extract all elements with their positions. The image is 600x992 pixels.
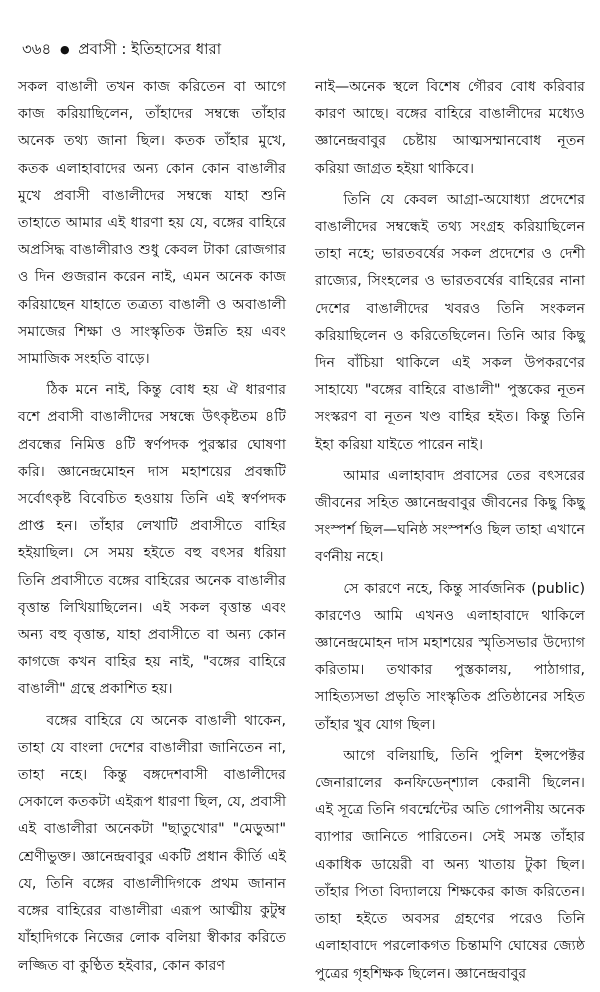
section-title: ইতিহাসের ধারা <box>131 40 222 58</box>
header-separator: : <box>121 40 127 58</box>
page-number: ৩৬৪ <box>22 40 52 58</box>
paragraph: নাই—অনেক স্থলে বিশেষ গৌরব বোধ করিবার কারণ আছে। বঙ্গের বাহিরে বাঙালীদের মধ্যেও জ্ঞানেন্দ্রবাবুর চেষ্টায় আত্মসম্মানবোধ নূতন করিয়া জাগ্রত হইয়া থাকিবে। <box>315 79 585 177</box>
paragraph: আগে বলিয়াছি, তিনি পুলিশ ইন্সপেক্টর জেনারালের কনফিডেন্শ্যাল কেরানী ছিলেন। এই সূত্রে তিনি গবর্ন্মেন্টের অতি গোপনীয় অনেক ব্যাপার জানিতে পারিতেন। সেই সমস্ত তাঁহার একাধিক ডায়েরী বা অন্য খাতায় টুকা ছিল। তাঁহার পিতা বিদ্যালয়ে শিক্ষকের কাজ করিতেন। তাহা হইতে অবসর গ্রহণের পরেও তিনি এলাহাবাদে পরলোকগত চিন্তামণি ঘোষের জ্যেষ্ঠ পুত্রের গৃহশিক্ষক ছিলেন। জ্ঞানেন্দ্রবাবুর <box>315 747 585 982</box>
paragraph: সকল বাঙালী তখন কাজ করিতেন বা আগে কাজ করিয়াছিলেন, তাঁহাদের সম্বন্ধে তাঁহার অনেক তথ্য জানা ছিল। কতক তাঁহার মুখে, কতক এলাহাবাদের অন্য কোন কোন বাঙালীর মুখে প্রবাসী বাঙালীদের সম্বন্ধে যাহা শুনি তাহাতে আমার এই ধারণা হয় যে, বঙ্গের বাহিরে অপ্রসিদ্ধ বাঙালীরাও শুধু কেবল টাকা রোজগার ও দিন গুজরান করেন নাই, এমন অনেক কাজ করিয়াছেন যাহাতে তত্রত্য বাঙালী ও অবাঙালী সমাজের শিক্ষা ও সাংস্কৃতিক উন্নতি হয় এবং সামাজিক সংহতি বাড়ে। <box>18 79 286 368</box>
bullet-icon: ● <box>60 43 70 56</box>
right-column <box>315 74 585 992</box>
left-column <box>18 74 286 984</box>
running-header <box>22 40 221 59</box>
journal-name: প্রবাসী <box>78 40 117 58</box>
paragraph: আমার এলাহাবাদ প্রবাসের তের বৎসরের জীবনের সহিত জ্ঞানেন্দ্রবাবুর জীবনের কিছু কিছু সংস্পর্শ ছিল—ঘনিষ্ঠ সংস্পর্শও ছিল তাহা এখানে বর্ণনীয় নহে। <box>315 467 585 566</box>
paragraph: তিনি যে কেবল আগ্রা-অযোধ্যা প্রদেশের বাঙালীদের সম্বন্ধেই তথ্য সংগ্রহ করিয়াছিলেন তাহা নহে; ভারতবর্ষের সকল প্রদেশের ও দেশী রাজ্যের, সিংহলের ও ভারতবর্ষের বাহিরের নানা দেশের বাঙালীদের খবরও তিনি সংকলন করিয়াছিলেন ও করিতেছিলেন। তিনি আর কিছু দিন বাঁচিয়া থাকিলে এই সকল উপকরণের সাহায্যে "বঙ্গের বাহিরে বাঙালী" পুস্তকের নূতন সংস্করণ বা নূতন খণ্ড বাহির হইত। কিন্তু তিনি ইহা করিয়া যাইতে পারেন নাই। <box>315 191 585 453</box>
paragraph: বঙ্গের বাহিরে যে অনেক বাঙালী থাকেন, তাহা যে বাংলা দেশের বাঙালীরা জানিতেন না, তাহা নহে। কিন্তু বঙ্গদেশবাসী বাঙালীদের সেকালে কতকটা এইরূপ ধারণা ছিল, যে, প্রবাসী এই বাঙালীরা অনেকটা "ছাতুখোর" "মেড়ুআ" শ্রেণীভুক্ত। জ্ঞানেন্দ্রবাবুর একটি প্রধান কীর্তি এই যে, তিনি বঙ্গের বাঙালীদিগকে প্রথম জানান বঙ্গের বাহিরের বাঙালীরা এরূপ আত্মীয় কুটুম্ব যাঁহাদিগকে নিজের লোক বলিয়া স্বীকার করিতে লজ্জিত বা কুণ্ঠিত হইবার, কোন কারণ <box>18 712 286 974</box>
paragraph: সে কারণে নহে, কিন্তু সার্বজনিক (public) কারণেও আমি এখনও এলাহাবাদে থাকিলে জ্ঞানেন্দ্রমোহন দাস মহাশয়ের স্মৃতিসভার উদ্যোগ করিতাম। তথাকার পুস্তকালয়, পাঠাগার, সাহিত্যসভা প্রভৃতি সাংস্কৃতিক প্রতিষ্ঠানের সহিত তাঁহার খুব যোগ ছিল। <box>315 580 585 733</box>
paragraph: ঠিক মনে নাই, কিন্তু বোধ হয় ঐ ধারণার বশে প্রবাসী বাঙালীদের সম্বন্ধে উৎকৃষ্টতম ৪টি প্রবন্ধের নিমিত্ত ৪টি স্বর্ণপদক পুরস্কার ঘোষণা করি। জ্ঞানেন্দ্রমোহন দাস মহাশয়ের প্রবন্ধটি সর্বোৎকৃষ্ট বিবেচিত হওয়ায় তিনি এই স্বর্ণপদক প্রাপ্ত হন। তাঁহার লেখাটি প্রবাসীতে বাহির হইয়াছিল। সে সময় হইতে বহু বৎসর ধরিয়া তিনি প্রবাসীতে বঙ্গের বাহিরের অনেক বাঙালীর বৃত্তান্ত লিখিয়াছিলেন। এই সকল বৃত্তান্ত এবং অন্য বহু বৃত্তান্ত, যাহা প্রবাসীতে বা অন্য কোন কাগজে কখন বাহির হয় নাই, "বঙ্গের বাহিরে বাঙালী" গ্রন্থে প্রকাশিত হয়। <box>18 382 286 698</box>
